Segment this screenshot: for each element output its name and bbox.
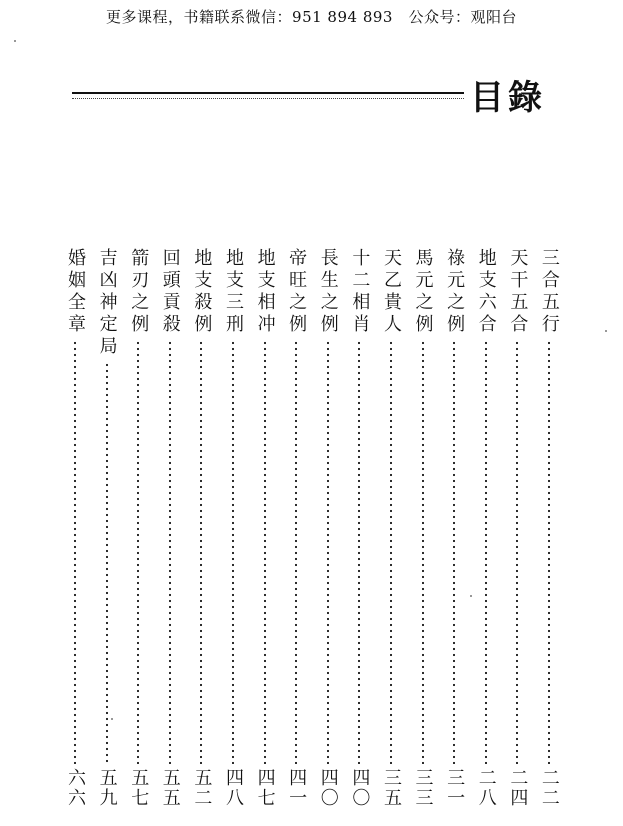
toc-dot-leader [232, 340, 234, 764]
toc-entry-page: 四〇 [349, 768, 371, 808]
toc-entry[interactable] [315, 248, 341, 808]
toc-entry-page: 五二 [191, 768, 213, 808]
toc-entry-page: 二八 [475, 768, 497, 808]
toc-entry-page: 三三 [412, 768, 434, 808]
toc-entry-name: 帝旺之例 [286, 248, 308, 336]
toc-dot-leader [422, 340, 424, 764]
toc-dot-leader [516, 340, 518, 764]
table-of-contents [62, 248, 562, 808]
toc-entry-page: 五七 [128, 768, 150, 808]
toc-entry-page: 三五 [380, 768, 402, 808]
toc-entry[interactable] [346, 248, 372, 808]
toc-entry-name: 婚姻全章 [65, 248, 86, 336]
toc-dot-leader [137, 340, 139, 764]
toc-entry-page: 四七 [254, 768, 276, 808]
toc-entry-name: 箭刃之例 [128, 248, 150, 336]
scan-speck [14, 40, 16, 42]
toc-entry-name: 祿元之例 [444, 248, 466, 336]
toc-dot-leader [453, 340, 455, 764]
toc-entry[interactable] [157, 248, 183, 808]
toc-entry[interactable] [188, 248, 214, 808]
toc-dot-leader [358, 340, 360, 764]
toc-entry-page: 四一 [286, 768, 308, 808]
scan-speck [470, 595, 472, 597]
toc-entry-page: 五五 [159, 768, 181, 808]
header-contact-note: 更多课程，书籍联系微信：951 894 893 公众号：观阳台 [106, 8, 517, 26]
toc-entry[interactable] [94, 248, 120, 808]
toc-entry[interactable] [220, 248, 246, 808]
toc-entry[interactable] [410, 248, 436, 808]
toc-entry-page: 二四 [507, 768, 529, 808]
title-rule [72, 92, 464, 99]
toc-entry-name: 馬元之例 [412, 248, 434, 336]
toc-entry-page: 六六 [65, 768, 86, 808]
toc-entry-name: 吉凶神定局 [96, 248, 118, 358]
toc-dot-leader [169, 340, 171, 764]
toc-entry-name: 回頭貢殺 [159, 248, 181, 336]
toc-dot-leader [295, 340, 297, 764]
toc-entry-page: 四八 [222, 768, 244, 808]
page-title: 目錄 [470, 78, 546, 118]
scan-speck [111, 718, 113, 720]
toc-entry[interactable] [473, 248, 499, 808]
toc-entry[interactable] [62, 248, 88, 808]
toc-entry-name: 三合五行 [538, 248, 560, 336]
toc-dot-leader [327, 340, 329, 764]
toc-entry-name: 地支殺例 [191, 248, 213, 336]
toc-entry-name: 天干五合 [507, 248, 529, 336]
toc-entry-name: 天乙貴人 [380, 248, 402, 336]
scan-speck [605, 330, 607, 332]
toc-entry-name: 地支相冲 [254, 248, 276, 336]
toc-entry-page: 五九 [96, 768, 118, 808]
toc-entry-page: 二二 [538, 768, 560, 808]
toc-dot-leader [264, 340, 266, 764]
toc-dot-leader [106, 362, 108, 764]
toc-entry[interactable] [504, 248, 530, 808]
toc-dot-leader [390, 340, 392, 764]
toc-entry[interactable] [441, 248, 467, 808]
toc-dot-leader [548, 340, 550, 764]
toc-dot-leader [200, 340, 202, 764]
toc-entry-page: 三一 [444, 768, 466, 808]
toc-entry[interactable] [283, 248, 309, 808]
toc-entry[interactable] [378, 248, 404, 808]
toc-entry[interactable] [536, 248, 562, 808]
toc-entry-name: 地支三刑 [222, 248, 244, 336]
toc-entry-name: 地支六合 [475, 248, 497, 336]
toc-entry-name: 十二相肖 [349, 248, 371, 336]
toc-entry[interactable] [252, 248, 278, 808]
toc-dot-leader [74, 340, 76, 764]
toc-dot-leader [485, 340, 487, 764]
toc-entry-name: 長生之例 [317, 248, 339, 336]
toc-entry[interactable] [125, 248, 151, 808]
toc-entry-page: 四〇 [317, 768, 339, 808]
